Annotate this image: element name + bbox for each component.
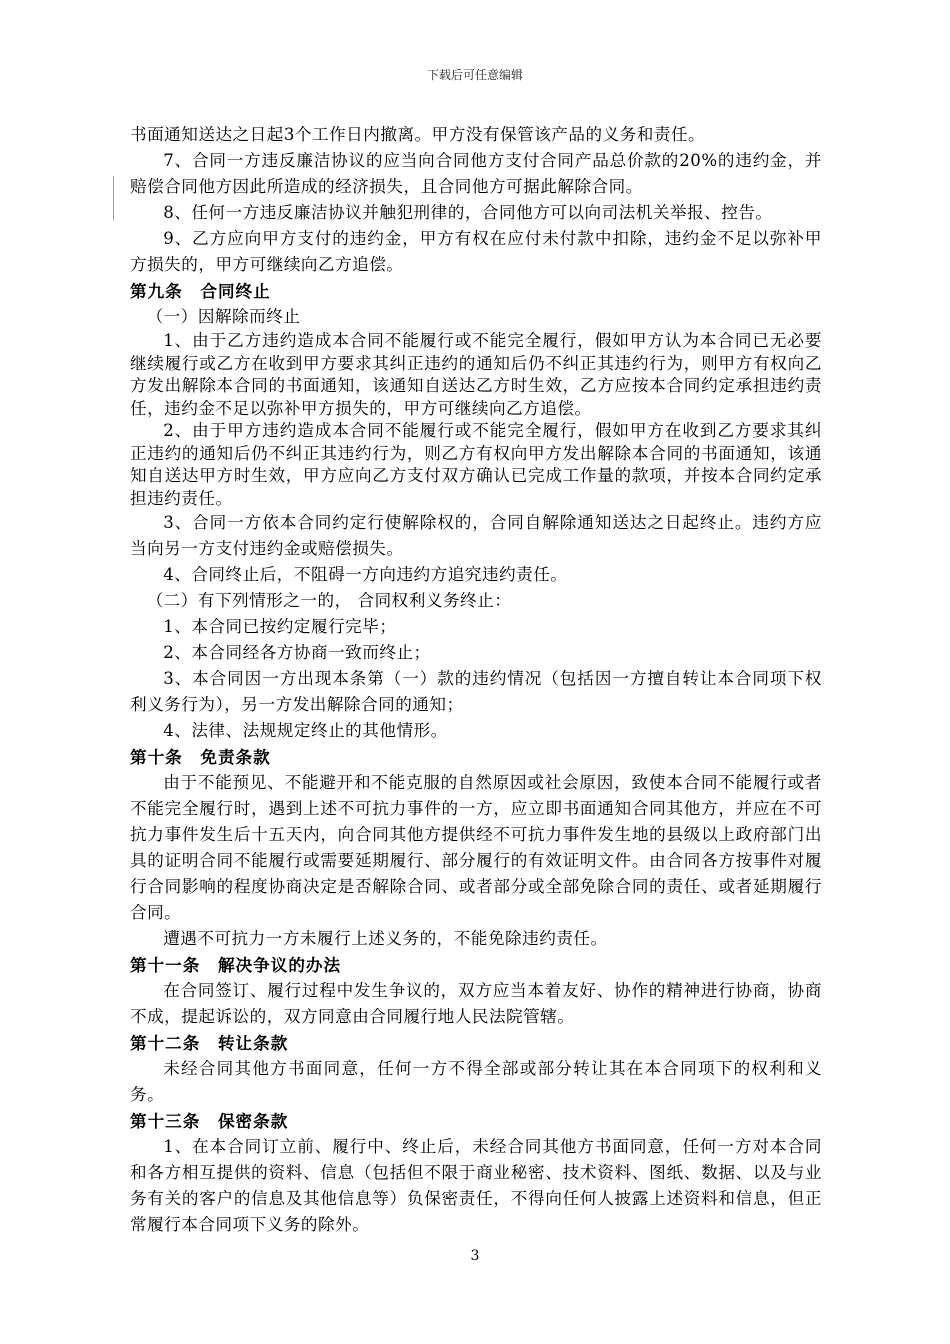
paragraph: 9、乙方应向甲方支付的违约金，甲方有权在应付未付款中扣除，违约金不足以弥补甲方损失的，甲方可继续向乙方追偿。 xyxy=(130,229,822,274)
paragraph: 8、任何一方违反廉洁协议并触犯刑律的，合同他方可以向司法机关举报、控告。 xyxy=(163,203,773,222)
margin-mark xyxy=(113,176,114,220)
page-header: 下载后可任意编辑 xyxy=(426,68,523,82)
subsection-heading: （一）因解除而终止 xyxy=(146,307,301,326)
section-heading: 第十二条 转让条款 xyxy=(130,1033,289,1053)
paragraph: 3、合同一方依本合同约定行使解除权的，合同自解除通知送达之日起终止。违约方应当向另一方支付违约金或赔偿损失。 xyxy=(130,513,822,558)
page-number: 3 xyxy=(470,1248,480,1264)
section-heading: 第九条 合同终止 xyxy=(130,281,271,301)
paragraph: 4、合同终止后，不阻碍一方向违约方追究违约责任。 xyxy=(163,565,568,584)
section-heading: 第十一条 解决争议的办法 xyxy=(130,955,342,975)
list-item: 2、本合同经各方协商一致而终止； xyxy=(163,643,431,662)
paragraph: 1、在本合同订立前、履行中、终止后，未经合同其他方书面同意，任何一方对本合同和各方相互提供的资料、信息（包括但不限于商业秘密、技术资料、图纸、数据、以及与业务有关的客户的信息及其他信息等）负保密责任，不得向任何人披露上述资料和信息，但正常履行本合同项下义务的除外。 xyxy=(130,1137,822,1234)
list-item: 4、法律、法规规定终止的其他情形。 xyxy=(163,721,448,740)
subsection-heading: （二）有下列情形之一的， 合同权利义务终止： xyxy=(146,591,512,610)
section-heading: 第十条 免责条款 xyxy=(130,747,271,767)
paragraph: 2、由于甲方违约造成本合同不能履行或不能完全履行，假如甲方在收到乙方要求其纠正违约的通知后仍不纠正其违约行为，则乙方有权向甲方发出解除本合同的书面通知，该通知自送达甲方时生效，甲方应向乙方支付双方确认已完成工作量的款项，并按本合同约定承担违约责任。 xyxy=(130,421,822,508)
paragraph: 由于不能预见、不能避开和不能克服的自然原因或社会原因，致使本合同不能履行或者不能完全履行时，遇到上述不可抗力事件的一方，应立即书面通知合同其他方，并应在不可抗力事件发生后十五天内，向合同其他方提供经不可抗力事件发生地的县级以上政府部门出具的证明合同不能履行或需要延期履行、部分履行的有效证明文件。由合同各方按事件对履行合同影响的程度协商决定是否解除合同、或者部分或全部免除合同的责任、或者延期履行合同。 xyxy=(130,773,822,922)
paragraph: 1、由于乙方违约造成本合同不能履行或不能完全履行，假如甲方认为本合同已无必要继续履行或乙方在收到甲方要求其纠正违约的通知后仍不纠正其违约行为，则甲方有权向乙方发出解除本合同的书面通知，该通知自送达乙方时生效，乙方应按本合同约定承担违约责任，违约金不足以弥补甲方损失的，甲方可继续向乙方追偿。 xyxy=(130,331,822,418)
document-body xyxy=(130,122,822,1238)
paragraph: 未经合同其他方书面同意，任何一方不得全部或部分转让其在本合同项下的权利和义务。 xyxy=(130,1059,822,1104)
section-heading: 第十三条 保密条款 xyxy=(130,1111,289,1131)
list-item: 1、本合同已按约定履行完毕； xyxy=(163,617,397,636)
paragraph: 书面通知送达之日起3个工作日内撤离。甲方没有保管该产品的义务和责任。 xyxy=(130,125,706,144)
paragraph: 遭遇不可抗力一方未履行上述义务的，不能免除违约责任。 xyxy=(163,929,608,948)
paragraph: 在合同签订、履行过程中发生争议的，双方应当本着友好、协作的精神进行协商，协商不成，提起诉讼的，双方同意由合同履行地人民法院管辖。 xyxy=(130,981,822,1026)
paragraph: 7、合同一方违反廉洁协议的应当向合同他方支付合同产品总价款的20%的违约金，并赔偿合同他方因此所造成的经济损失，且合同他方可据此解除合同。 xyxy=(130,151,822,196)
list-item: 3、本合同因一方出现本条第（一）款的违约情况（包括因一方擅自转让本合同项下权利义务行为），另一方发出解除合同的通知； xyxy=(130,669,822,714)
